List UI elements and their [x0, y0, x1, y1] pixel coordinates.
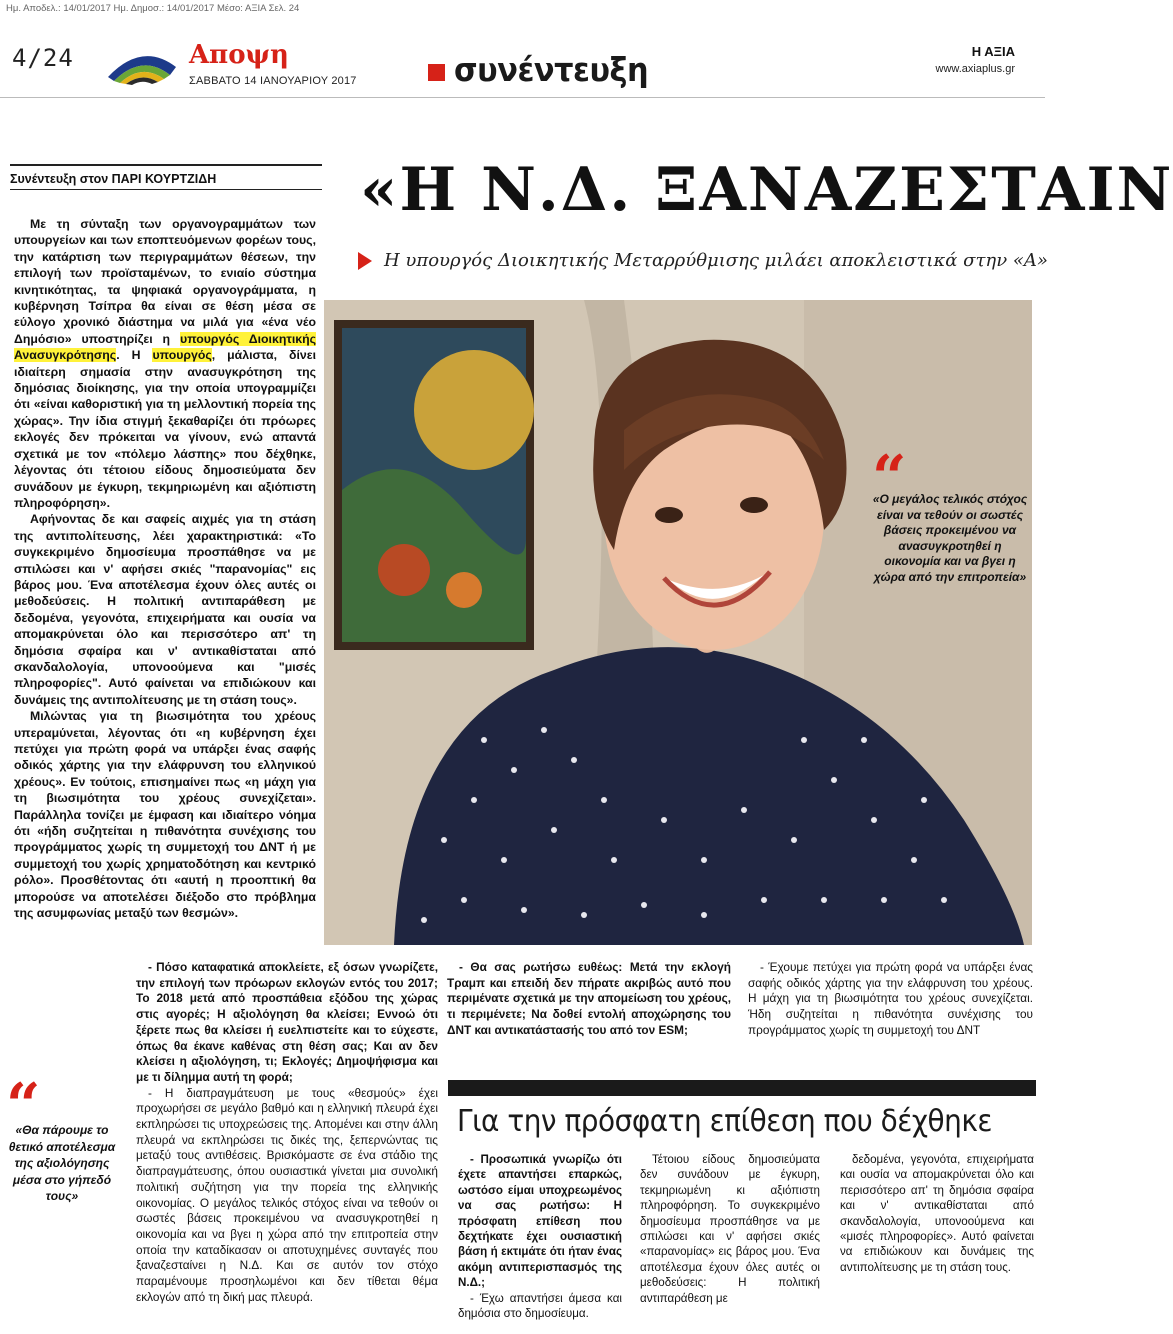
section-heading: [428, 50, 665, 89]
column-section-2a: [458, 1152, 622, 1321]
pullquote-right-text: «Ο μεγάλος τελικός στόχος είναι να τεθούν οι σωστές βάσεις προκειμένου να ανασυγκροτηθεί η οικονομία και να βγει η χώρα από την επιτροπεία»: [872, 492, 1028, 584]
section-label: συνέντευξη: [454, 50, 649, 89]
newspaper-logo-icon: [104, 45, 180, 85]
answer-text: Τέτοιου είδους δημοσιεύματα δεν συνάδουν με έγκυρη, τεκμηριωμένη κι αξιόπιστη πληροφόρηση. Το συγκεκριμένο δημοσίευμα προσπάθησε να με σπιλώσει και ν' αφήσει σκιές «παρανομίας» εις βάρος μου. Ένα αποτέλεσμα έχουν όλες αυτές οι μεθοδεύσεις: Η πολιτική αντιπαράθεση με: [640, 1153, 820, 1305]
byline-rule-top: [10, 164, 322, 166]
lead-paragraph-1: Με τη σύνταξη των οργανογραμμάτων των υπουργείων και των εποπτευόμενων φορέων τους, την κατάρτιση των περιγραμμάτων θέσεων, την επιλογή των προϊσταμένων, το ενιαίο σύστημα κινητικότητας, τα ψηφιακά οργανογράμματα, η κυβέρνηση Τσίπρα θα είναι σε θέση μέσα σε εύλογο χρονικό διάστημα να μιλά για «ένα νέο Δημόσιο» υποστηρίζει η υπουργός Διοικητικής Ανασυγκρότησης. Η υπουργός, μάλιστα, δίνει ιδιαίτερη σημασία στην ανασυγκρότηση της δημόσιας διοίκησης, για την οποία υπογραμμίζει ότι «είναι καθοριστική για τη μελλοντική πορεία της χώρας». Την ίδια στιγμή ξεκαθαρίζει ότι πρόωρες εκλογές δεν πρόκειται να γίνουν, ενώ απαντά σχετικά με τον «πόλεμο λάσπης» που δέχθηκε, λέγοντας ότι τέτοιου είδους δημοσιεύματα δεν συνάδουν με έγκυρη, τεκμηριωμένη και αξιόπιστη πληροφόρηση».: [14, 217, 316, 510]
clipping-meta: Ημ. Αποδελ.: 14/01/2017 Ημ. Δημοσ.: 14/01/2017 Μέσο: ΑΞΙΑ Σελ. 24: [6, 3, 300, 14]
lead-paragraph-2: Αφήνοντας δε και σαφείς αιχμές για τη στάση της αντιπολίτευσης, λέει χαρακτηριστικά: «Το συγκεκριμένο δημοσίευμα προσπάθησε να με σπιλώσει και ν' αφήσει σκιές "παρανομίας" εις βάρος μου. Ένα αποτέλεσμα έχουν όλες αυτές οι μεθοδεύσεις. Η πολιτική αντιπαράθεση με δεδομένα, γεγονότα, επιχειρήματα και ουσία να απομακρύνεται όλο και περισσότερο απ' τη δημόσια σφαίρα και ν' αντικαθίσταται από σκανδαλολογία, υπονοούμενα και "μισές πληροφορίες". Αυτό φαίνεται να επιδιώκουν και δυνάμεις της αντιπολίτευσης με τη στάση τους».: [14, 512, 316, 707]
publisher-website: www.axiaplus.gr: [935, 63, 1015, 75]
quote-mark-icon: “: [872, 443, 907, 513]
lead-paragraph-3: Μιλώντας για τη βιωσιμότητα του χρέους υπεραμύνεται, λέγοντας ότι «η κυβέρνηση έχει πετύχει για πρώτη φορά να υπάρξει ένας σαφής οδικός χάρτης για την ελάφρυνση του ελληνικού χρέους». Εν τούτοις, επισημαίνει πως «η μάχη για τη βιωσιμότητα του χρέους συνεχίζεται». Παράλληλα τονίζει με έμφαση και ιδιαίτερο νόημα ότι «ήδη συζητείται η πιθανότητα συνέχισης του προγράμματος χωρίς τη συμμετοχή του ΔΝΤ ή με συμμετοχή του χωρίς χρηματοδότηση και κεντρικό ρόλο». Προσθέτοντας ότι «αυτή η προοπτική θα μπορούσε να αποτελέσει διέξοδο στο πρόβλημα της ασυμφωνίας μεταξύ των θεσμών».: [14, 709, 316, 921]
column-qa-2: [447, 960, 731, 1039]
subtitle-row: [358, 250, 1048, 271]
newspaper-brand: Αποψη: [189, 40, 289, 70]
pullquote-left: [6, 1071, 118, 1205]
lead-text: [14, 216, 316, 921]
answer-text: δεδομένα, γεγονότα, επιχειρήματα και ουσία να απομακρύνεται όλο και περισσότερο απ' τη δημόσια σφαίρα και ν' αντικαθίσταται από σκανδαλολογία, υπονοούμενα και «μισές πληροφορίες». Αυτό φαίνεται να επιδιώκουν και δυνάμεις της αντιπολίτευσης με τη στάση τους.: [840, 1153, 1034, 1274]
section-bar: [448, 1080, 1036, 1096]
header-rule: [0, 97, 1045, 98]
byline-rule: [10, 189, 322, 190]
highlighted-text: υπουργός Διοικητικής Ανασυγκρότησης: [14, 331, 316, 363]
column-qa-2-answer: [748, 960, 1033, 1039]
answer-text: - Η διαπραγμάτευση με τους «θεσμούς» έχει προχωρήσει σε μεγάλο βαθμό και η ελληνική πλευρά έχει εκπληρώσει τις υποχρεώσεις της. Απομένει και στην άλλη πλευρά να εκπληρώσει τις δικές της, ξεπερνώντας τις μεταξύ τους αντιθέσεις. Βρισκόμαστε σε ένα στάδιο της διαπραγμάτευσης, όπου ουσιαστικά γίνεται μια συνολική πολιτική συζήτηση για την πορεία της ελληνικής οικονομίας. Ο μεγάλος τελικός στόχος είναι να τεθούν οι σωστές βάσεις προκειμένου να ανασυγκροτηθεί η οικονομία και να βγει η χώρα από την επιτροπεία στην οποία την καταδίκασαν οι αποτυχημένες συνταγές που ξαναζεσταίνει η Ν.Δ. Και σε αυτόν τον στόχο παραμένουμε προσηλωμένοι και δεν τίθεται θέμα εκλογών από τη δική μας πλευρά.: [136, 1085, 438, 1304]
column-qa-1: [136, 960, 438, 1305]
column-section-2c: [840, 1152, 1034, 1275]
section-square-icon: [428, 64, 445, 81]
answer-text: - Έχω απαντήσει άμεσα και δημόσια στο δημοσίευμα.: [458, 1291, 622, 1321]
question-text: - Προσωπικά γνωρίζω ότι έχετε απαντήσει επαρκώς, ωστόσο είμαι υποχρεωμένος να σας ρωτήσω: Η πρόσφατη επίθεση που δεχτήκατε έχει ουσιαστική βάση ή εκτιμάτε ότι ήταν ένας ακόμη αντιπερισπασμός της Ν.Δ.;: [458, 1153, 622, 1290]
portrait-photo: [324, 300, 1032, 945]
highlighted-text: υπουργός: [152, 348, 212, 363]
pullquote-left-text: «Θα πάρουμε το θετικό αποτέλεσμα της αξιολόγησης μέσα στο γήπεδό τους»: [8, 1123, 116, 1203]
play-triangle-icon: [358, 252, 372, 270]
question-text: - Πόσο καταφατικά αποκλείετε, εξ όσων γνωρίζετε, την επιλογή των πρόωρων εκλογών εντός του 2017; Το 2018 μετά από προσπάθεια εξόδου της χώρας στις αγορές; Η αξιολόγηση θα κλείσει; Εννοώ ότι ξέρετε πως θα κλείσει ή ευελπιστείτε και το εύχεστε, όπως θα έκανε καθένας στη θέση σας; Και αν δεν κλείσει η αξιολόγηση, τι; Εκλογές; Δημοψήφισμα και με τι δίλημμα αυτή τη φορά;: [136, 960, 438, 1084]
question-text: - Θα σας ρωτήσω ευθέως: Μετά την εκλογή Τραμπ και επειδή δεν πήρατε ακριβώς αυτό που περιμένατε σχετικά με την απομείωση του χρέους, τι περιμένετε; Να δοθεί εντολή αποχώρησης του ΔΝΤ και αντικατάστασής του από τον ESM;: [447, 960, 731, 1037]
publisher-name: Η ΑΞΙΑ: [971, 44, 1015, 59]
page-number: 4/24: [12, 44, 74, 72]
byline: Συνέντευξη στον ΠΑΡΙ ΚΟΥΡΤΖΙΔΗ: [10, 172, 217, 186]
column-section-2b: [640, 1152, 820, 1306]
section-title: Για την πρόσφατη επίθεση που δέχθηκε: [457, 1104, 992, 1139]
quote-mark-icon: “: [6, 1071, 41, 1141]
subtitle: Η υπουργός Διοικητικής Μεταρρύθμισης μιλάει αποκλειστικά στην «Α»: [384, 250, 1048, 271]
answer-text: - Έχουμε πετύχει για πρώτη φορά να υπάρξει ένας σαφής οδικός χάρτης για την ελάφρυνση του χρέους. Η μάχη για τη βιωσιμότητα του χρέους συνεχίζεται. Ήδη συζητείται η πιθανότητα συνέχισης του προγράμματος χωρίς τη συμμετοχή του ΔΝΤ: [748, 960, 1033, 1037]
issue-date: ΣΑΒΒΑΤΟ 14 ΙΑΝΟΥΑΡΙΟΥ 2017: [189, 75, 357, 87]
headline: «Η Ν.Δ. ΞΑΝΑΖΕΣΤΑΙΝ: [360, 155, 1173, 225]
pullquote-right: [870, 443, 1030, 586]
